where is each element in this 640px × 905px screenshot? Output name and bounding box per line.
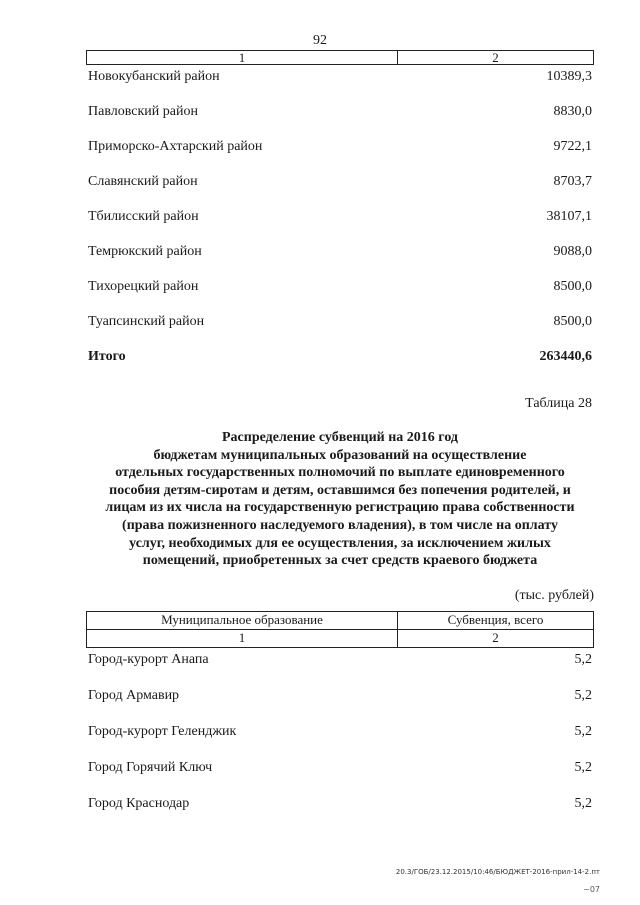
header-municipality: Муниципальное образование <box>87 612 398 629</box>
header-subvention: Субвенция, всего <box>447 612 544 627</box>
table-row <box>88 104 592 120</box>
bottom-col-number-2: 2 <box>492 630 499 645</box>
district-name: Новокубанский район <box>88 69 220 84</box>
top-table-col-number-1: 1 <box>87 51 398 64</box>
municipality-name: Город Горячий Ключ <box>88 760 213 775</box>
table-caption: Таблица 28 <box>525 396 592 411</box>
title-line: лицам из их числа на государственную регистрацию права собственности <box>105 500 575 516</box>
district-name: Павловский район <box>88 104 198 119</box>
top-table-col-number-2: 2 <box>492 50 499 65</box>
district-value: 8500,0 <box>553 279 592 294</box>
title-line: бюджетам муниципальных образований на осуществление <box>153 447 527 463</box>
municipality-name: Город-курорт Геленджик <box>88 724 237 739</box>
bottom-col-number-1: 1 <box>87 630 398 647</box>
table-row <box>88 69 592 85</box>
total-row <box>88 349 592 365</box>
title-line: Распределение субвенций на 2016 год <box>222 430 458 445</box>
district-value: 9088,0 <box>553 244 592 259</box>
table-row <box>88 244 592 260</box>
bottom-table-header <box>86 611 594 648</box>
district-value: 8830,0 <box>553 104 592 119</box>
district-name: Темрюкский район <box>88 244 202 259</box>
municipality-name: Город Армавир <box>88 688 180 703</box>
district-name: Приморско-Ахтарский район <box>88 139 263 154</box>
title-line: услуг, необходимых для ее осуществления, за исключением жилых <box>129 535 551 551</box>
subvention-value: 5,2 <box>574 760 592 775</box>
table-row <box>88 174 592 190</box>
table-row <box>88 760 592 776</box>
table-row <box>88 139 592 155</box>
district-name: Тихорецкий район <box>88 279 199 294</box>
district-name: Славянский район <box>88 174 198 189</box>
total-value: 263440,6 <box>539 349 592 364</box>
district-name: Тбилисский район <box>88 209 199 224</box>
municipality-name: Город Краснодар <box>88 796 190 811</box>
top-table-column-numbers <box>86 50 594 65</box>
footer-file-code: 20.3/ГОБ/23.12.2015/10:46/БЮДЖЕТ-2016-прил-14-2.пт <box>395 868 600 876</box>
district-value: 10389,3 <box>546 69 592 84</box>
table-row <box>88 279 592 295</box>
subvention-value: 5,2 <box>574 652 592 667</box>
district-value: 8703,7 <box>553 174 592 189</box>
column-number-row <box>87 629 593 647</box>
district-name: Туапсинский район <box>88 314 205 329</box>
title-line: (права пожизненного наследуемого владения), в том числе на оплату <box>122 517 558 533</box>
subvention-value: 5,2 <box>574 796 592 811</box>
district-value: 8500,0 <box>553 314 592 329</box>
title-line: отдельных государственных полномочий по выплате единовременного <box>115 465 565 481</box>
total-label: Итого <box>88 349 126 364</box>
title-line: помещений, приобретенных за счет средств краевого бюджета <box>142 553 538 569</box>
units-label: (тыс. рублей) <box>514 588 594 603</box>
table-row <box>88 209 592 225</box>
table-row <box>88 724 592 740</box>
municipality-name: Город-курорт Анапа <box>88 652 209 667</box>
page-number: 92 <box>313 33 327 48</box>
table-row <box>88 688 592 704</box>
subvention-value: 5,2 <box>574 688 592 703</box>
table-row <box>88 796 592 812</box>
subvention-value: 5,2 <box>574 724 592 739</box>
footer-mark: ~07 <box>583 885 600 894</box>
table-row <box>88 652 592 668</box>
header-row <box>87 612 593 629</box>
table-row <box>88 314 592 330</box>
district-value: 9722,1 <box>553 139 592 154</box>
title-line: пособия детям-сиротам и детям, оставшимся без попечения родителей, и <box>109 482 571 498</box>
district-value: 38107,1 <box>546 209 592 224</box>
section-title <box>50 429 630 570</box>
